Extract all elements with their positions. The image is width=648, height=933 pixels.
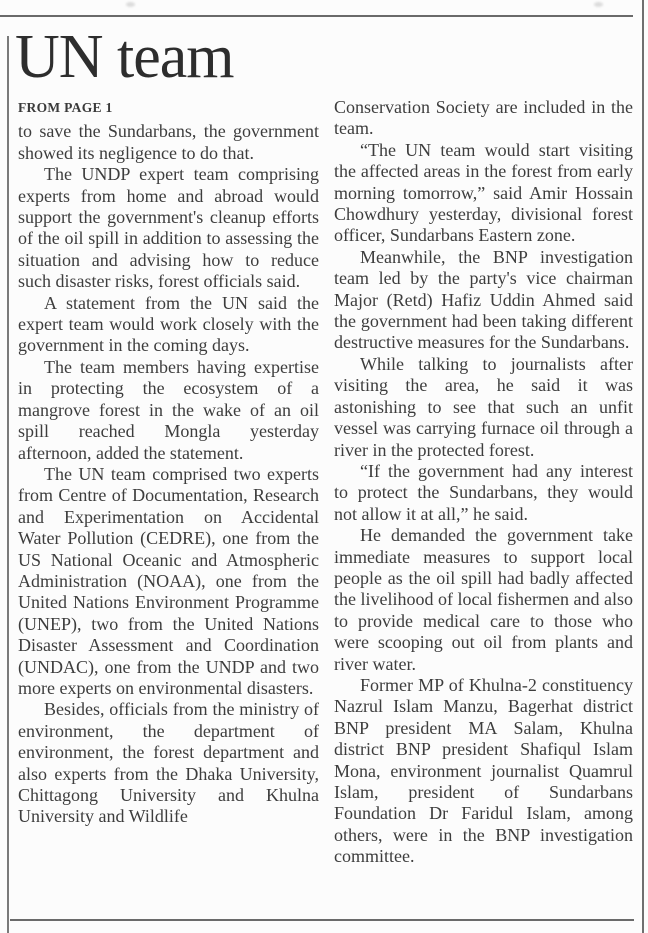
- article-paragraph: “If the government had any interest to protect the Sundarbans, they would not allow it at all,” he said.: [334, 460, 633, 524]
- left-article-rule: [7, 36, 9, 933]
- article-paragraph: The UNDP expert team comprising experts from home and abroad would support the government's cleanup efforts of the oil spill in addition to assessing the situation and advising how to reduce such disaster risks, forest officials said.: [18, 164, 319, 292]
- article-paragraph: “The UN team would start visiting the affected areas in the forest from early morning tomorrow,” said Amir Hossain Chowdhury yesterday, divisional forest officer, Sundarbans Eastern zone.: [334, 139, 633, 246]
- from-page-label: FROM PAGE 1: [18, 100, 113, 115]
- article-paragraph: While talking to journalists after visiting the area, he said it was astonishing to see that such an unfit vessel was carrying furnace oil through a river in the protected forest.: [334, 353, 633, 460]
- cropped-text-remnant: [126, 2, 135, 7]
- article-column-right: [334, 97, 633, 917]
- article-paragraph: Besides, officials from the ministry of environment, the department of environment, the forest department and also experts from the Dhaka University, Chittagong University and Khulna University and Wildlife: [18, 699, 319, 827]
- article-paragraph: A statement from the UN said the expert team would work closely with the government in the coming days.: [18, 292, 319, 356]
- article-paragraph: The UN team comprised two experts from Centre of Documentation, Research and Experimentation on Accidental Water Pollution (CEDRE), one from the US National Oceanic and Atmospheric Administration (NOAA), one from the United Nations Environment Programme (UNEP), two from the United Nations Disaster Assessment and Coordination (UNDAC), one from the UNDP and two more experts on environmental disasters.: [18, 463, 319, 698]
- article-paragraph: Conservation Society are included in the team.: [334, 97, 633, 139]
- article-paragraph: to save the Sundarbans, the government showed its negligence to do that.: [18, 121, 319, 163]
- cropped-text-remnant: [594, 2, 603, 7]
- bottom-rule: [10, 919, 634, 921]
- article-column-left: [18, 97, 319, 917]
- article-paragraph: The team members having expertise in protecting the ecosystem of a mangrove forest in the wake of an oil spill reached Mongla yesterday afternoon, added the statement.: [18, 356, 319, 463]
- top-rule: [0, 15, 633, 17]
- article-paragraph: Meanwhile, the BNP investigation team led by the party's vice chairman Major (Retd) Hafiz Uddin Ahmed said the government had been taking different destructive measures for the Sundarbans.: [334, 246, 633, 353]
- article-paragraph: Former MP of Khulna-2 constituency Nazrul Islam Manzu, Bagerhat district BNP president MA Salam, Khulna district BNP president Shafiqul Islam Mona, environment journalist Quamrul Islam, president of Sundarbans Foundation Dr Faridul Islam, among others, were in the BNP investigation committee.: [334, 674, 633, 867]
- article-title: UN team: [15, 23, 234, 91]
- article-paragraph: He demanded the government take immediate measures to support local people as the oil spill had badly affected the livelihood of local fishermen and also to provide medical care to those who were scooping out oil from plants and river water.: [334, 525, 633, 674]
- right-column-rule: [642, 0, 644, 933]
